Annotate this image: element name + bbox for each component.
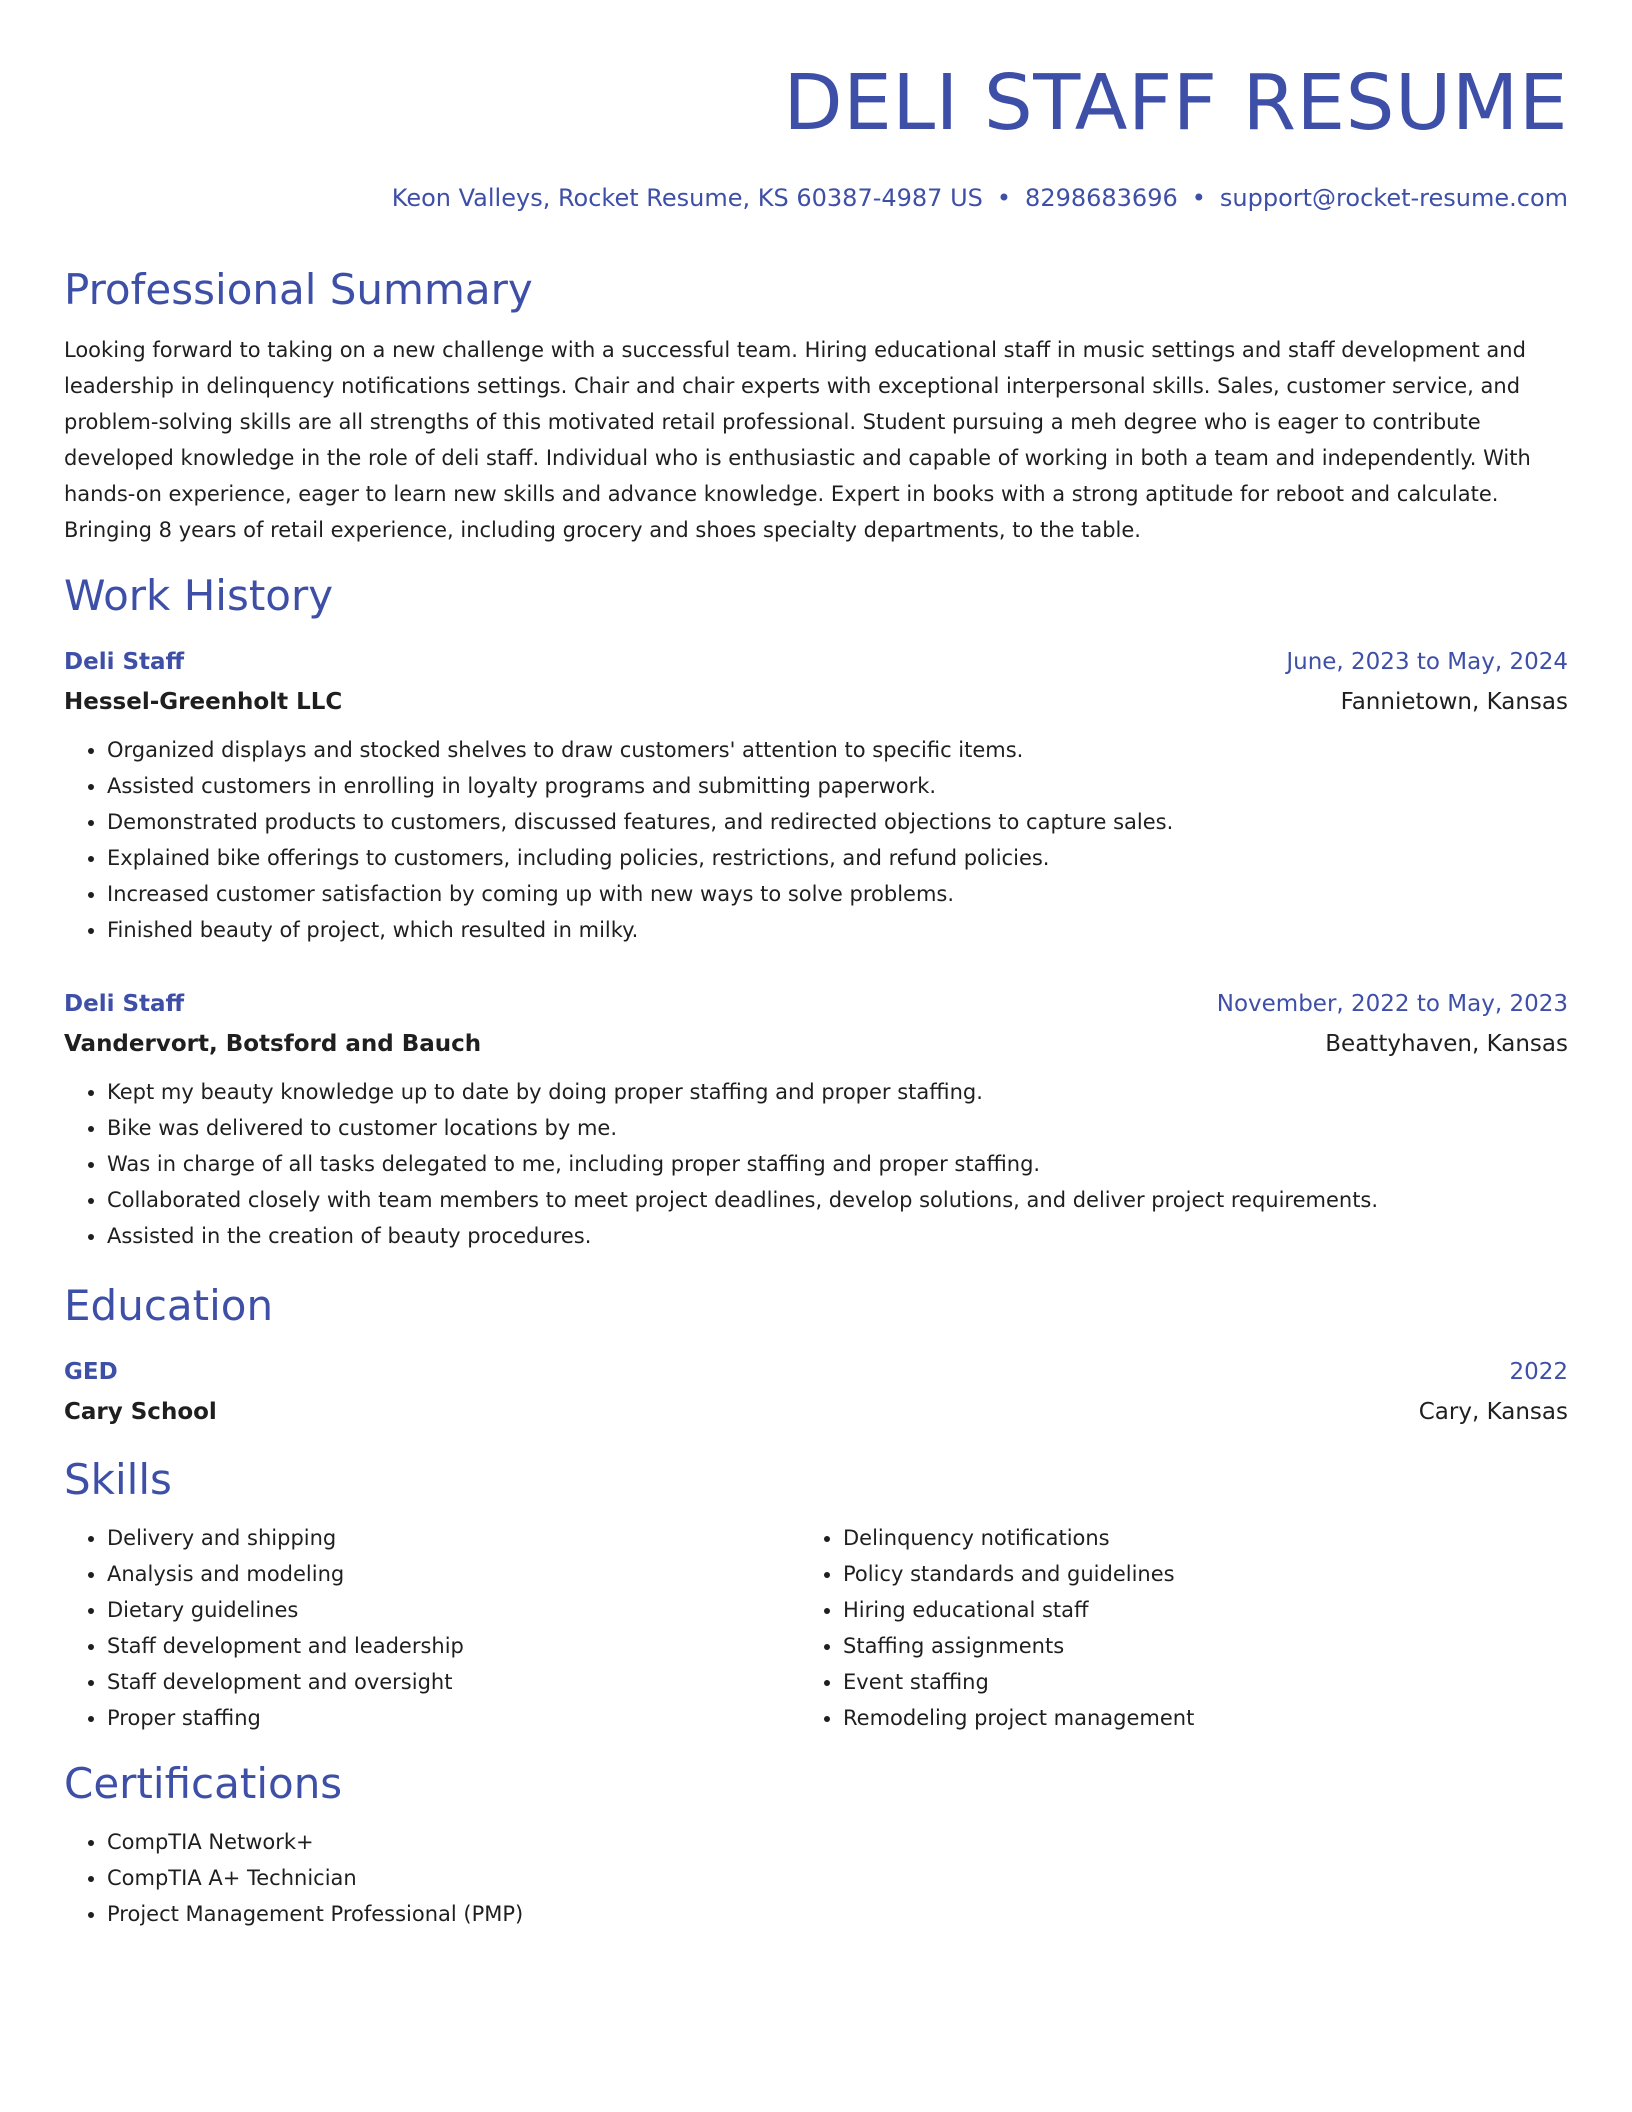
job-title: Deli Staff — [64, 991, 185, 1017]
skills-columns — [64, 1520, 1568, 1736]
list-item: • Staffing assignments — [843, 1628, 1536, 1664]
contact-address: Keon Valleys, Rocket Resume, KS 60387-4987 US — [391, 184, 983, 212]
skills-list-left — [64, 1520, 800, 1736]
education-school-row — [64, 1392, 1568, 1432]
contact-email[interactable]: support@rocket-resume.com — [1219, 184, 1568, 212]
list-item: • Assisted in the creation of beauty procedures. — [107, 1218, 1568, 1254]
contact-phone[interactable]: 8298683696 — [1025, 184, 1178, 212]
job-company-row — [64, 682, 1568, 722]
list-item: • Analysis and modeling — [107, 1556, 800, 1592]
job-entry — [64, 984, 1568, 1254]
resume-title: DELI STAFF RESUME — [783, 59, 1568, 148]
list-item: • Staff development and oversight — [107, 1664, 800, 1700]
job-location: Fannietown, Kansas — [1340, 689, 1568, 715]
list-item: • Demonstrated products to customers, discussed features, and redirected objections to capture sales. — [107, 804, 1568, 840]
job-company: Hessel-Greenholt LLC — [64, 689, 343, 715]
skills-list-right — [800, 1520, 1536, 1736]
job-title-row — [64, 642, 1568, 682]
job-company-row — [64, 1024, 1568, 1064]
education-degree: GED — [64, 1359, 118, 1385]
list-item: • Staff development and leadership — [107, 1628, 800, 1664]
list-item: • Dietary guidelines — [107, 1592, 800, 1628]
list-item: • Delivery and shipping — [107, 1520, 800, 1556]
education-school: Cary School — [64, 1399, 217, 1425]
list-item: • Project Management Professional (PMP) — [107, 1896, 1568, 1932]
work-history-heading: Work History — [64, 571, 334, 620]
certifications-list — [64, 1824, 1568, 1932]
education-entry — [64, 1352, 1568, 1432]
list-item: • Was in charge of all tasks delegated to me, including proper staffing and proper staffing. — [107, 1146, 1568, 1182]
job-company: Vandervort, Botsford and Bauch — [64, 1031, 482, 1057]
list-item: • Bike was delivered to customer locations by me. — [107, 1110, 1568, 1146]
summary-heading: Professional Summary — [64, 265, 533, 314]
list-item: • CompTIA Network+ — [107, 1824, 1568, 1860]
contact-line — [64, 182, 1568, 214]
education-year: 2022 — [1509, 1359, 1568, 1385]
education-location: Cary, Kansas — [1418, 1399, 1568, 1425]
job-dates: November, 2022 to May, 2023 — [1216, 991, 1568, 1017]
job-location: Beattyhaven, Kansas — [1325, 1031, 1568, 1057]
list-item: • Assisted customers in enrolling in loyalty programs and submitting paperwork. — [107, 768, 1568, 804]
job-entry — [64, 642, 1568, 948]
list-item: • Organized displays and stocked shelves to draw customers' attention to specific items. — [107, 732, 1568, 768]
summary-text: Looking forward to taking on a new challenge with a successful team. Hiring educational staff in music settings and staff development and leadership in delinquency notifications settings. Chair and chair experts with exceptional interpersonal skills. Sales, customer service, and problem-solving skills are all strengths of this motivated retail professional. Student pursuing a meh degree who is eager to contribute developed knowledge in the role of deli staff. Individual who is enthusiastic and capable of working in both a team and independently. With hands-on experience, eager to learn new skills and advance knowledge. Expert in books with a strong aptitude for reboot and calculate. Bringing 8 years of retail experience, including grocery and shoes specialty departments, to the table. — [64, 338, 1531, 542]
list-item: • Kept my beauty knowledge up to date by doing proper staffing and proper staffing. — [107, 1074, 1568, 1110]
list-item: • Finished beauty of project, which resulted in milky. — [107, 912, 1568, 948]
list-item: • Remodeling project management — [843, 1700, 1536, 1736]
list-item: • Event staffing — [843, 1664, 1536, 1700]
skills-heading: Skills — [64, 1455, 172, 1504]
list-item: • Policy standards and guidelines — [843, 1556, 1536, 1592]
list-item: • Hiring educational staff — [843, 1592, 1536, 1628]
certifications-heading: Certifications — [64, 1759, 343, 1808]
job-bullets — [64, 732, 1568, 948]
contact-separator: • — [1191, 184, 1206, 212]
education-heading: Education — [64, 1281, 274, 1330]
list-item: • Delinquency notifications — [843, 1520, 1536, 1556]
list-item: • Increased customer satisfaction by coming up with new ways to solve problems. — [107, 876, 1568, 912]
education-degree-row — [64, 1352, 1568, 1392]
job-bullets — [64, 1074, 1568, 1254]
job-dates: June, 2023 to May, 2024 — [1286, 649, 1568, 675]
list-item: • CompTIA A+ Technician — [107, 1860, 1568, 1896]
job-title: Deli Staff — [64, 649, 185, 675]
job-title-row — [64, 984, 1568, 1024]
list-item: • Explained bike offerings to customers, including policies, restrictions, and refund policies. — [107, 840, 1568, 876]
contact-separator: • — [996, 184, 1012, 212]
list-item: • Proper staffing — [107, 1700, 800, 1736]
list-item: • Collaborated closely with team members to meet project deadlines, develop solutions, and deliver project requirements. — [107, 1182, 1568, 1218]
